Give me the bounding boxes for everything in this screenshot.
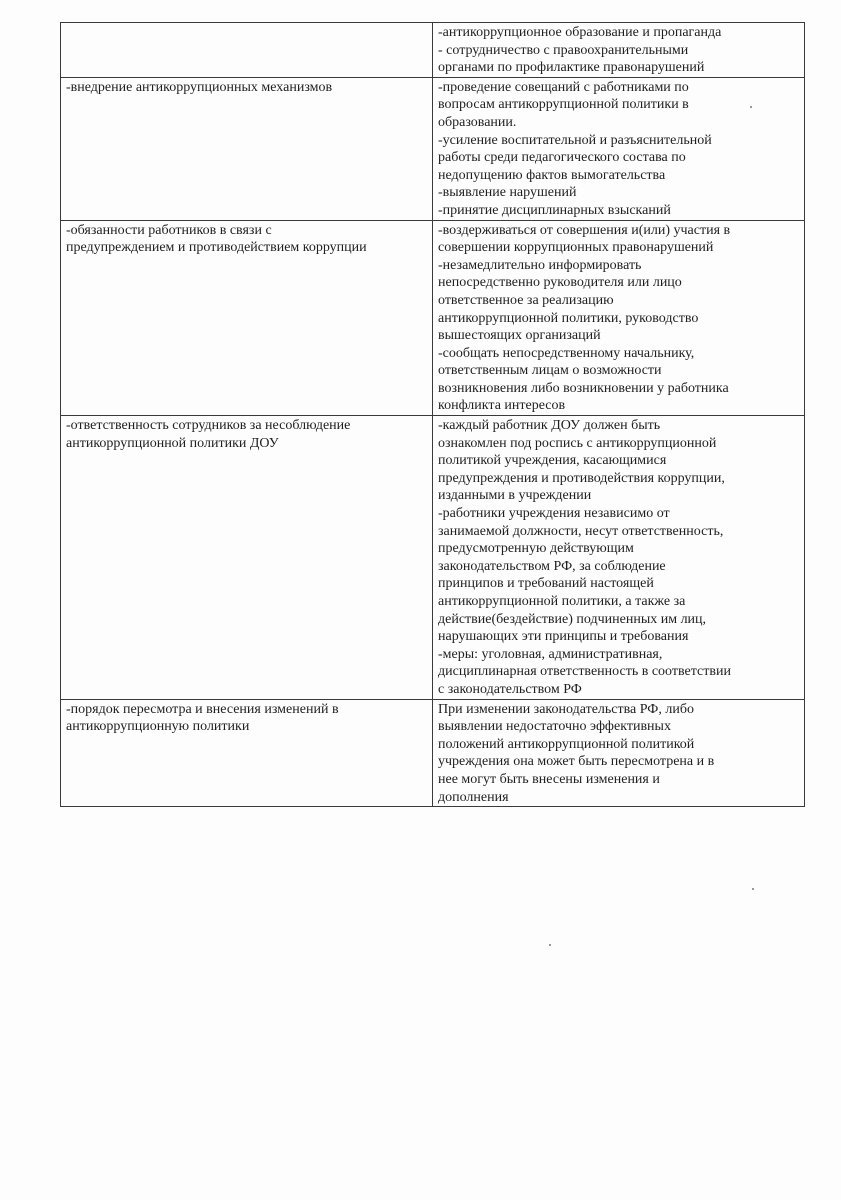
cell-line: -сообщать непосредственному начальнику,	[438, 345, 695, 361]
cell-line: непосредственно руководителя или лицо	[438, 275, 682, 291]
cell-line: антикоррупционной политики ДОУ	[66, 435, 279, 451]
table-row	[61, 220, 805, 416]
cell-line: -каждый работник ДОУ должен быть	[438, 418, 661, 434]
cell-line: дисциплинарная ответственность в соответствии	[438, 664, 731, 680]
cell-line: -меры: уголовная, административная,	[438, 646, 663, 662]
cell-line: образовании.	[438, 114, 517, 130]
cell-line: -усиление воспитательной и разъяснительной	[438, 132, 712, 148]
cell-line: -проведение совещаний с работниками по	[438, 79, 689, 95]
cell-line: недопущению фактов вымогательства	[438, 167, 666, 183]
row-3-left-cell	[61, 220, 433, 416]
cell-line: - сотрудничество с правоохранительными	[438, 42, 689, 58]
row-1-right-cell	[433, 23, 805, 78]
cell-line: возникновения либо возникновении у работника	[438, 380, 729, 396]
cell-line: дополнения	[438, 789, 509, 805]
cell-line: антикоррупционную политики	[66, 719, 250, 735]
cell-line: -ответственность сотрудников за несоблюдение	[66, 418, 351, 434]
row-4-left-cell	[61, 416, 433, 700]
row-2-left-cell	[61, 77, 433, 220]
row-1-left-cell	[61, 23, 433, 78]
cell-line: предупреждением и противодействием коррупции	[66, 240, 367, 256]
cell-line: -работники учреждения независимо от	[438, 506, 670, 522]
scan-speck	[549, 944, 551, 946]
row-4-right-cell	[433, 416, 805, 700]
cell-line: изданными в учреждении	[438, 488, 592, 504]
cell-line: с законодательством РФ	[438, 681, 582, 697]
policy-table	[60, 22, 805, 807]
cell-line: ознакомлен под роспись с антикоррупционной	[438, 435, 717, 451]
cell-line: нее могут быть внесены изменения и	[438, 771, 660, 787]
cell-line: предусмотренную действующим	[438, 541, 634, 557]
cell-line: принципов и требований настоящей	[438, 576, 654, 592]
cell-line: вышестоящих организаций	[438, 328, 601, 344]
cell-line: -обязанности работников в связи с	[66, 222, 272, 238]
row-5-right-cell	[433, 699, 805, 807]
table-row	[61, 23, 805, 78]
cell-line: занимаемой должности, несут ответственность,	[438, 523, 724, 539]
cell-line: положений антикоррупционной политикой	[438, 736, 695, 752]
cell-line: -принятие дисциплинарных взысканий	[438, 202, 671, 218]
cell-line: конфликта интересов	[438, 398, 566, 414]
cell-line: При изменении законодательства РФ, либо	[438, 701, 694, 717]
scan-speck	[752, 888, 754, 890]
table-row	[61, 416, 805, 700]
scan-speck	[750, 106, 752, 108]
cell-line: -выявление нарушений	[438, 185, 577, 201]
table-row	[61, 77, 805, 220]
cell-line: предупреждения и противодействия коррупции,	[438, 470, 725, 486]
cell-line: вопросам антикоррупционной политики в	[438, 97, 689, 113]
cell-line: законодательством РФ, за соблюдение	[438, 558, 666, 574]
row-2-right-cell	[433, 77, 805, 220]
cell-line: антикоррупционной политики, руководство	[438, 310, 699, 326]
table-row	[61, 699, 805, 807]
cell-line: ответственным лицам о возможности	[438, 363, 662, 379]
cell-line: работы среди педагогического состава по	[438, 150, 686, 166]
cell-line: выявлении недостаточно эффективных	[438, 719, 671, 735]
cell-line: -воздерживаться от совершения и(или) участия в	[438, 222, 731, 238]
cell-line: ответственное за реализацию	[438, 292, 614, 308]
cell-line: действие(бездействие) подчиненных им лиц,	[438, 611, 707, 627]
cell-line: учреждения она может быть пересмотрена и в	[438, 754, 715, 770]
cell-line: -внедрение антикоррупционных механизмов	[66, 79, 333, 95]
cell-line: политикой учреждения, касающимися	[438, 453, 667, 469]
cell-line: совершении коррупционных правонарушений	[438, 240, 714, 256]
cell-line: нарушающих эти принципы и требования	[438, 629, 689, 645]
row-3-right-cell	[433, 220, 805, 416]
cell-line: -незамедлительно информировать	[438, 257, 642, 273]
cell-line: -антикоррупционное образование и пропаганда	[438, 25, 722, 40]
cell-line: органами по профилактике правонарушений	[438, 60, 705, 76]
row-5-left-cell	[61, 699, 433, 807]
cell-line: антикоррупционной политики, а также за	[438, 594, 686, 609]
cell-line: -порядок пересмотра и внесения изменений в	[66, 701, 339, 717]
